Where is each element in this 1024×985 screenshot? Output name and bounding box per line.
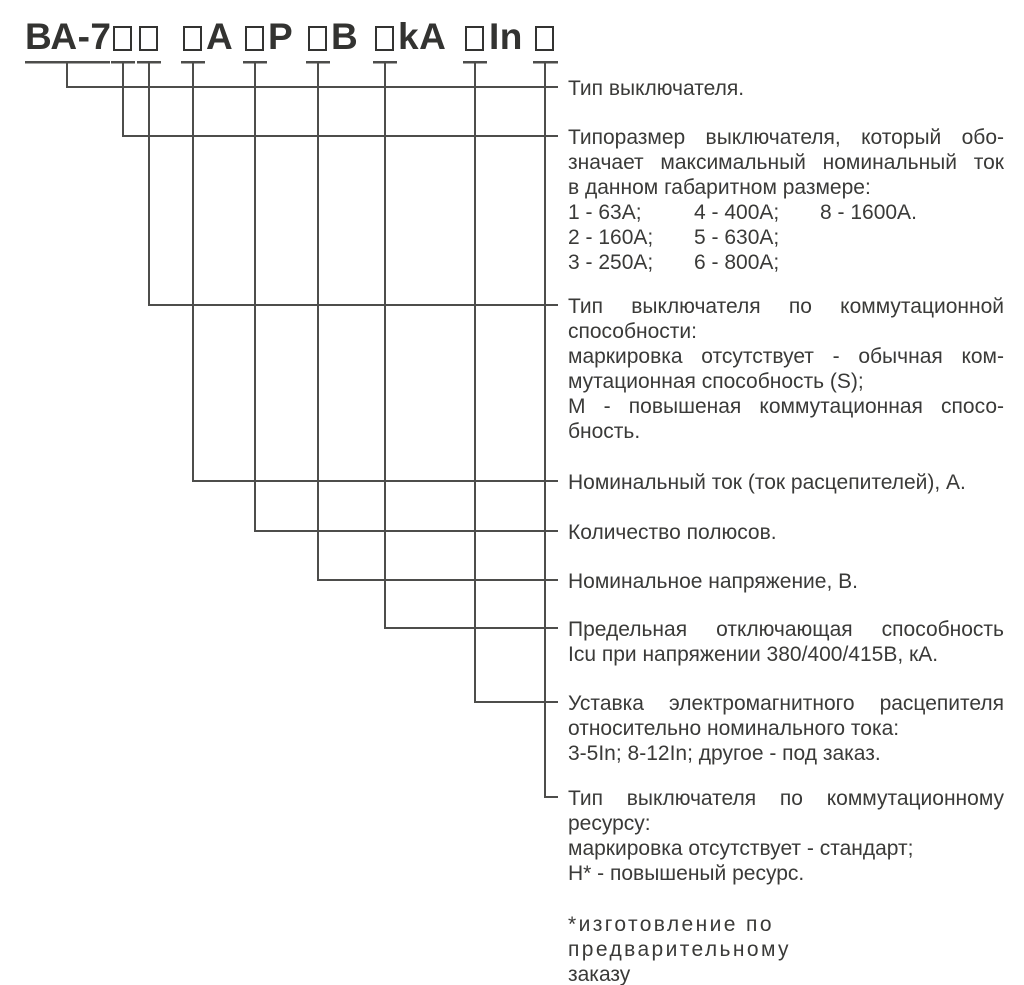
table-cell: 1 - 63А;	[568, 201, 642, 224]
annotation-line: способности:	[568, 320, 697, 343]
table-cell: 2 - 160А;	[568, 226, 654, 249]
annotation-line: Количество полюсов.	[568, 521, 777, 544]
annotation-switching-resource	[568, 786, 1004, 886]
code-box-magnetic-release	[465, 26, 484, 51]
annotation-line: мутационная способность (S);	[568, 370, 864, 393]
annotation-line: маркировка отсутствует - обычная ком-	[568, 345, 1004, 368]
annotation-line: М - повышеная коммутационная спосо-	[568, 395, 1004, 418]
annotation-line: Icu при напряжении 380/400/415В, кА.	[568, 643, 939, 666]
annotation-poles-count	[568, 520, 1004, 545]
footnote-line: *изготовление по предварительному	[568, 913, 791, 961]
annotation-line: маркировка отсутствует - стандарт;	[568, 837, 914, 860]
code-suffix-ka: kA	[398, 16, 447, 57]
annotation-breaking-capacity	[568, 617, 1004, 667]
frame-size-table-row	[568, 200, 1004, 225]
annotation-line: Тип выключателя.	[568, 77, 745, 100]
code-box-frame-size	[113, 26, 132, 51]
annotation-switching-capacity	[568, 294, 1004, 444]
code-box-poles	[245, 26, 264, 51]
annotation-line: 3-5In; 8-12In; другое - под заказ.	[568, 742, 881, 765]
annotation-line: Типоразмер выключателя, который обо-	[568, 126, 1004, 149]
annotation-frame-size	[568, 125, 1004, 275]
annotation-rated-voltage	[568, 569, 1004, 594]
table-cell: 8 - 1600А.	[820, 201, 917, 224]
code-box-voltage	[308, 26, 327, 51]
annotation-line: Уставка электромагнитного расцепителя	[568, 692, 1004, 715]
code-suffix-in: In	[489, 16, 523, 57]
frame-size-table-row	[568, 250, 1004, 275]
annotation-line: Номинальное напряжение, В.	[568, 570, 858, 593]
annotation-breaker-type	[568, 76, 1004, 101]
annotation-line: в данном габаритном размере:	[568, 176, 871, 199]
table-cell: 6 - 800А;	[694, 251, 780, 274]
annotation-line: ресурсу:	[568, 812, 651, 835]
code-box-resource	[535, 26, 554, 51]
code-box-rated-current	[183, 26, 202, 51]
code-box-breaking-capacity	[375, 26, 394, 51]
code-suffix-poles: Р	[268, 16, 294, 57]
code-box-switching-capacity	[139, 26, 158, 51]
table-cell: 4 - 400А;	[694, 201, 780, 224]
leader-horizontals	[66, 87, 558, 797]
annotation-line: бность.	[568, 420, 641, 443]
leader-verticals	[67, 62, 545, 798]
code-suffix-amps: А	[206, 16, 234, 57]
annotation-line: Тип выключателя по коммутационной	[568, 295, 1004, 318]
footnote-line: заказу	[568, 963, 631, 985]
code-prefix: ВА-7	[25, 16, 112, 57]
table-cell: 3 - 250А;	[568, 251, 654, 274]
annotation-line: Н* - повышеный ресурс.	[568, 862, 805, 885]
frame-size-table-row	[568, 225, 1004, 250]
annotation-rated-current	[568, 470, 1004, 495]
annotation-magnetic-release	[568, 691, 1004, 766]
annotation-line: Предельная отключающая способность	[568, 618, 1004, 641]
footnote	[568, 912, 1004, 985]
annotation-line: Тип выключателя по коммутационному	[568, 787, 1004, 810]
annotation-line: Номинальный ток (ток расцепителей), А.	[568, 471, 966, 494]
table-cell: 5 - 630А;	[694, 226, 780, 249]
code-suffix-volts: В	[331, 16, 359, 57]
annotation-line: относительно номинального тока:	[568, 717, 900, 740]
annotation-line: значает максимальный номинальный ток	[568, 151, 1004, 174]
